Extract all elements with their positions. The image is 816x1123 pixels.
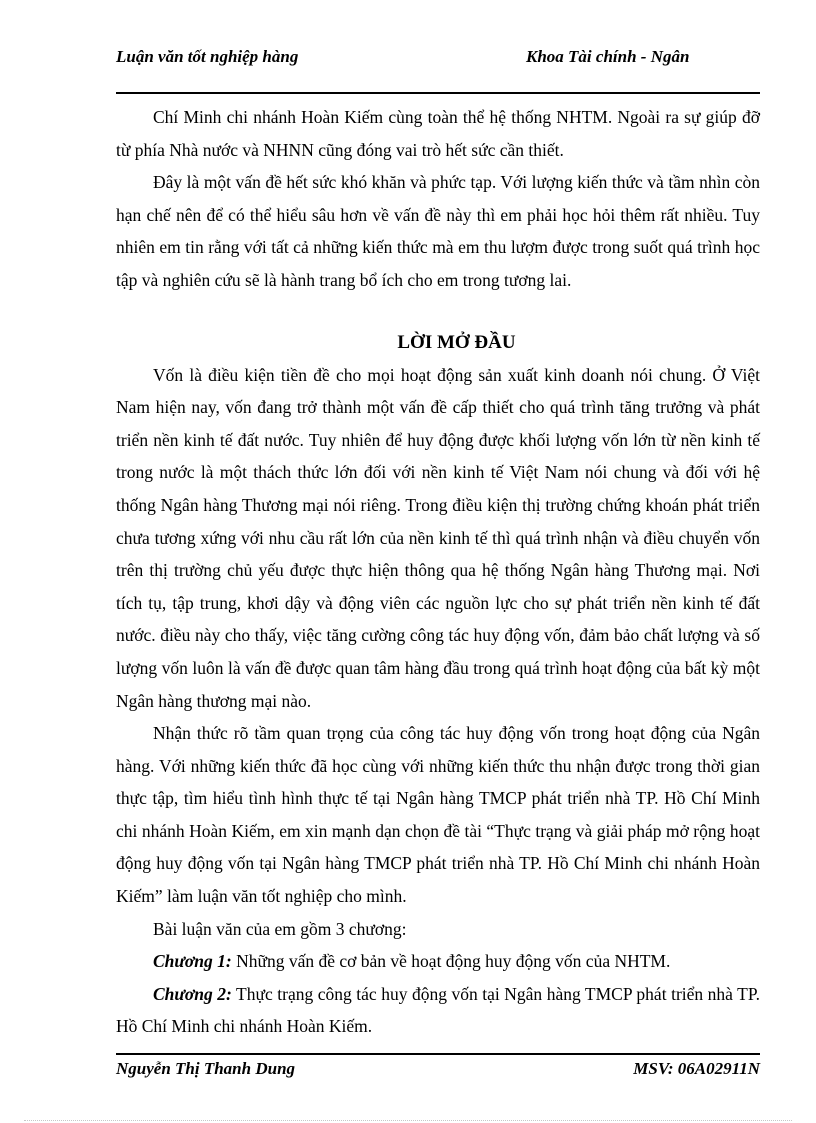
- chapter-1-text: Những vấn đề cơ bản về hoạt động huy động vốn của NHTM.: [231, 951, 671, 972]
- chapter-2-text: Thực trạng công tác huy động vốn tại Ngân hàng TMCP phát triển nhà TP. Hồ Chí Minh chi nhánh Hoàn Kiếm.: [116, 983, 760, 1037]
- header-right-text: Khoa Tài chính - Ngân: [526, 47, 690, 66]
- chapter-2-label: Chương 2:: [153, 983, 232, 1004]
- chapter-1-item: [116, 945, 760, 978]
- page-bottom-divider: [24, 1120, 792, 1121]
- paragraph-2: Đây là một vấn đề hết sức khó khăn và phức tạp. Với lượng kiến thức và tầm nhìn còn hạn chế nên để có thể hiểu sâu hơn về vấn đề này thì em phải học hỏi thêm rất nhiều. Tuy nhiên em tin rằng với tất cả những kiến thức mà em thu lượm được trong suốt quá trình học tập và nghiên cứu sẽ là hành trang bổ ích cho em trong tương lai.: [116, 172, 760, 290]
- section-spacer: [116, 297, 760, 327]
- page-header: [116, 46, 760, 94]
- header-left-text: Luận văn tốt nghiệp hàng: [116, 47, 299, 66]
- page-footer: [116, 1053, 760, 1081]
- footer-author: Nguyễn Thị Thanh Dung: [116, 1059, 296, 1078]
- document-body: [116, 101, 760, 1043]
- chapter-1-label: Chương 1:: [153, 951, 232, 972]
- footer-student-id: MSV: 06A02911N: [633, 1059, 760, 1078]
- paragraph-1: Chí Minh chi nhánh Hoàn Kiếm cùng toàn thể hệ thống NHTM. Ngoài ra sự giúp đỡ từ phía Nhà nước và NHNN cũng đóng vai trò hết sức cần thiết.: [116, 107, 760, 160]
- chapter-2-item: [116, 978, 760, 1043]
- paragraph-5: Bài luận văn của em gồm 3 chương:: [153, 918, 407, 939]
- paragraph-3: Vốn là điều kiện tiền đề cho mọi hoạt động sản xuất kinh doanh nói chung. Ở Việt Nam hiện nay, vốn đang trở thành một vấn đề cấp thiết cho quá trình tăng trưởng và phát triển nền kinh tế đất nước. Tuy nhiên để huy động được khối lượng vốn lớn từ nền kinh tế trong nước là một thách thức lớn đối với nền kinh tế Việt Nam nói chung và đối với hệ thống Ngân hàng Thương mại nói riêng. Trong điều kiện thị trường chứng khoán phát triển chưa tương xứng với nhu cầu rất lớn của nền kinh tế thì quá trình nhận và điều chuyển vốn trên thị trường chủ yếu được thực hiện thông qua hệ thống Ngân hàng Thương mại. Nơi tích tụ, tập trung, khơi dậy và động viên các nguồn lực cho sự phát triển nền kinh tế đất nước. điều này cho thấy, việc tăng cường công tác huy động vốn, đảm bảo chất lượng và số lượng vốn luôn là vấn đề được quan tâm hàng đầu trong quá trình hoạt động của bất kỳ một Ngân hàng thương mại nào.: [116, 364, 760, 711]
- paragraph-4: Nhận thức rõ tầm quan trọng của công tác huy động vốn trong hoạt động của Ngân hàng. Với những kiến thức đã học cùng với những kiến thức thu nhận được trong thời gian thực tập, tìm hiểu tình hình thực tế tại Ngân hàng TMCP phát triển nhà TP. Hồ Chí Minh chi nhánh Hoàn Kiếm, em xin mạnh dạn chọn đề tài “Thực trạng và giải pháp mở rộng hoạt động huy động vốn tại Ngân hàng TMCP phát triển nhà TP. Hồ Chí Minh chi nhánh Hoàn Kiếm” làm luận văn tốt nghiệp cho mình.: [116, 723, 760, 907]
- section-title: LỜI MỞ ĐẦU: [397, 331, 516, 353]
